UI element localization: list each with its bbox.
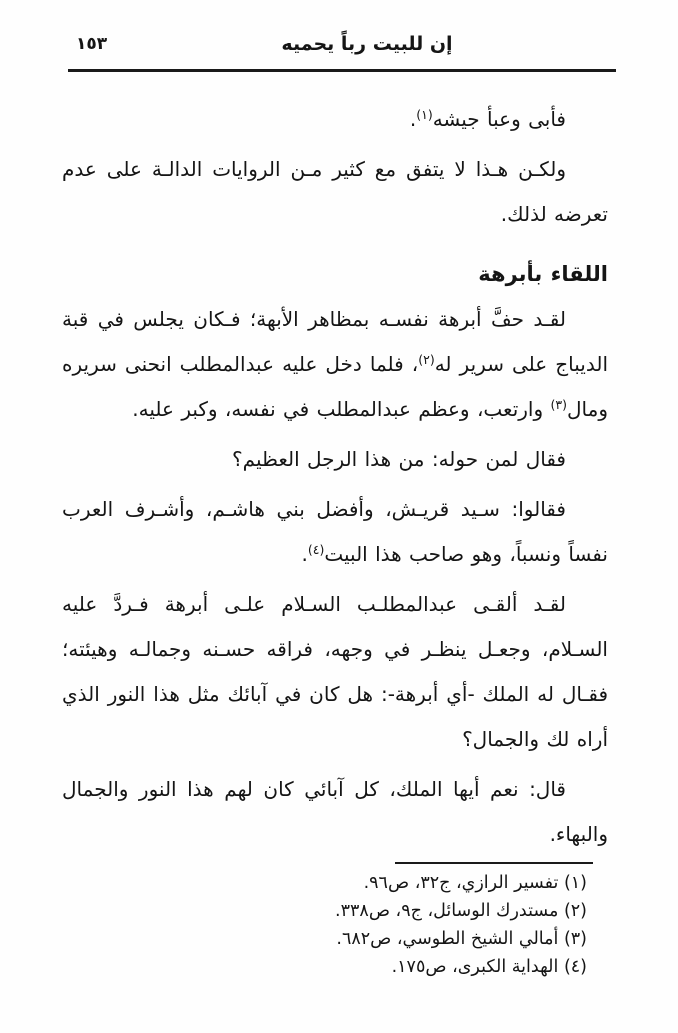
footnote-text: تفسير الرازي، ج٣٢، ص٩٦. — [363, 873, 559, 893]
footnote-ref-4: (٤) — [307, 542, 325, 557]
page-body — [62, 97, 608, 857]
paragraph-text: ، فلما دخل عليه عبدالمطلب انحنى سريره ومال — [62, 352, 608, 421]
paragraph-text: وارتعب، وعظم عبدالمطلب في نفسه، وكبر عليه. — [132, 397, 551, 421]
paragraph — [62, 297, 608, 432]
header-rule — [68, 69, 616, 72]
paragraph-text: فقال لمن حوله: من هذا الرجل العظيم؟ — [232, 447, 566, 471]
paragraph — [62, 437, 608, 482]
footnote-item — [62, 869, 587, 897]
paragraph-text: ولكـن هـذا لا يتفق مع كثير مـن الروايات الدالـة على عدم تعرضه لذلك. — [62, 157, 608, 226]
section-heading: اللقاء بأبرهة — [478, 262, 608, 286]
footnote-item — [62, 897, 587, 925]
paragraph-text: قال: نعم أيها الملك، كل آبائي كان لهم هذا النور والجمال والبهاء. — [62, 777, 608, 846]
page-number: ١٥٣ — [76, 34, 108, 54]
paragraph — [62, 147, 608, 237]
footnote-ref-3: (٣) — [550, 397, 567, 412]
footnote-text: مستدرك الوسائل، ج٩، ص٣٣٨. — [335, 901, 559, 921]
footnote-item — [62, 925, 587, 953]
footnote-ref-1: (١) — [416, 107, 433, 122]
paragraph-text: لقـد ألقـى عبدالمطلـب السـلام علـى أبرهة فـردَّ عليه السـلام، وجعـل ينظـر في وجهه، فراقه حسـنه وجمالـه وهيئته؛ فقـال له الملك -أي أبرهة-: هل كان في آبائك مثل هذا النور الذي أراه لك والجمال؟ — [62, 592, 608, 751]
footnote-marker: (١) — [563, 873, 587, 893]
paragraph-text: . — [409, 107, 417, 131]
paragraph — [62, 582, 608, 762]
footnote-marker: (٤) — [563, 957, 587, 977]
paragraph — [62, 97, 608, 142]
footnote-text: الهداية الكبرى، ص١٧٥. — [391, 957, 559, 977]
paragraph-text: . — [301, 542, 308, 566]
footnote-marker: (٣) — [563, 929, 587, 949]
footnote-marker: (٢) — [563, 901, 587, 921]
paragraph — [62, 487, 608, 577]
paragraph — [62, 767, 608, 857]
page-header — [62, 27, 608, 61]
footnotes-section — [62, 862, 608, 981]
footnote-separator-rule — [395, 862, 593, 864]
footnote-item — [62, 953, 587, 981]
running-title: إن للبيت رباً يحميه — [281, 33, 453, 55]
footnote-text: أمالي الشيخ الطوسي، ص٦٨٢. — [336, 929, 559, 949]
footnote-ref-2: (٢) — [418, 352, 435, 367]
paragraph-text: فأبى وعبأ جيشه — [432, 107, 566, 131]
footnote-list — [62, 869, 587, 981]
paragraph-text: لقـد حفَّ أبرهة نفسـه بمظاهر الأبهة؛ فـكان يجلس في قبة الديباج على سرير له — [62, 307, 609, 376]
paragraph-text: فقالوا: سـيد قريـش، وأفضل بني هاشـم، وأشـرف العرب نفساً ونسباً، وهو صاحب هذا البيت — [62, 497, 608, 566]
